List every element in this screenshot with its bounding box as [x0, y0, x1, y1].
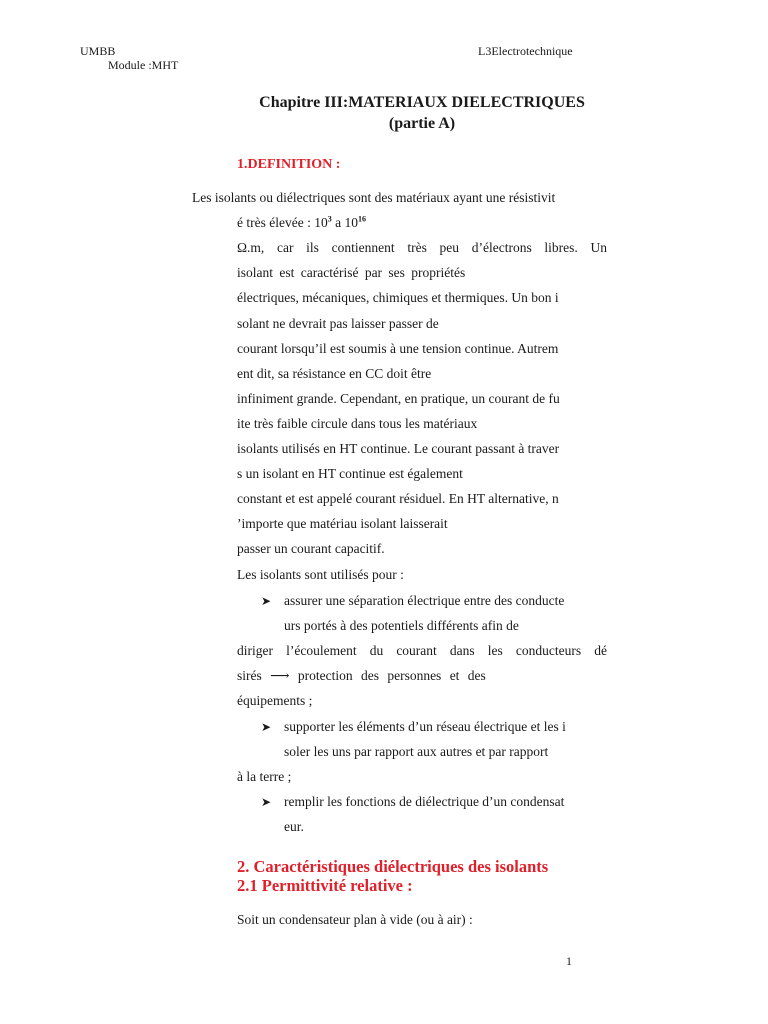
header-module: Module :MHT: [108, 58, 179, 72]
paragraph-line: solant ne devrait pas laisser passer de: [237, 316, 439, 331]
paragraph-line: électriques, mécaniques, chimiques et thermiques. Un bon i: [237, 290, 559, 305]
page-number: 1: [566, 954, 572, 968]
page-subtitle: (partie A): [388, 115, 456, 132]
paragraph-line-resistivity: [237, 215, 366, 231]
bullet-item-text: urs portés à des potentiels différents afin de: [284, 618, 519, 633]
paragraph-line: Soit un condensateur plan à vide (ou à air) :: [237, 912, 473, 927]
bullet-item-text: supporter les éléments d’un réseau électrique et les i: [284, 719, 566, 734]
paragraph-line: Les isolants ou diélectriques sont des matériaux ayant une résistivit: [192, 190, 556, 205]
paragraph-line: isolant est caractérisé par ses propriétés: [237, 265, 466, 280]
paragraph-line: diriger l’écoulement du courant dans les conducteurs dé: [237, 643, 607, 658]
section-heading-definition: 1.DEFINITION :: [237, 157, 341, 172]
paragraph-line: constant et est appelé courant résiduel. En HT alternative, n: [237, 491, 559, 506]
paragraph-line: s un isolant en HT continue est également: [237, 466, 463, 481]
page-title: Chapitre III:MATERIAUX DIELECTRIQUES: [259, 94, 585, 111]
paragraph-line: à la terre ;: [237, 769, 292, 784]
paragraph-line: ’importe que matériau isolant laisserait: [237, 516, 448, 531]
paragraph-line: isolants utilisés en HT continue. Le courant passant à traver: [237, 441, 560, 456]
bullet-item-text: eur.: [284, 819, 304, 834]
paragraph-line: sirés ⟶ protection des personnes et des: [237, 668, 486, 683]
exponent-16: 16: [357, 214, 366, 224]
paragraph-line: Ω.m, car ils contiennent très peu d’électrons libres. Un: [237, 240, 607, 255]
bullet-item-text: remplir les fonctions de diélectrique d’un condensat: [284, 794, 565, 809]
exponent-3: 3: [327, 214, 332, 224]
section-heading-characteristics: 2. Caractéristiques diélectriques des isolants: [237, 857, 549, 876]
arrow-bullet-icon: ➤: [261, 720, 272, 734]
paragraph-line: courant lorsqu’il est soumis à une tension continue. Autrem: [237, 341, 559, 356]
subsection-heading-permittivity: 2.1 Permittivité relative :: [237, 876, 413, 895]
header-left: UMBB: [80, 44, 116, 58]
bullet-item-text: soler les uns par rapport aux autres et par rapport: [284, 744, 549, 759]
paragraph-line: infiniment grande. Cependant, en pratique, un courant de fu: [237, 391, 560, 406]
paragraph-line: passer un courant capacitif.: [237, 541, 385, 556]
resistivity-text: é très élevée : 10: [237, 215, 328, 230]
paragraph-line: équipements ;: [237, 693, 313, 708]
paragraph-line: ite très faible circule dans tous les matériaux: [237, 416, 478, 431]
header-right: L3Electrotechnique: [478, 44, 573, 58]
paragraph-line: ent dit, sa résistance en CC doit être: [237, 366, 432, 381]
bullet-item-text: assurer une séparation électrique entre des conducte: [284, 593, 565, 608]
arrow-bullet-icon: ➤: [261, 594, 272, 608]
arrow-bullet-icon: ➤: [261, 795, 272, 809]
resistivity-text-mid: a 10: [331, 215, 358, 230]
paragraph-line: Les isolants sont utilisés pour :: [237, 567, 404, 582]
